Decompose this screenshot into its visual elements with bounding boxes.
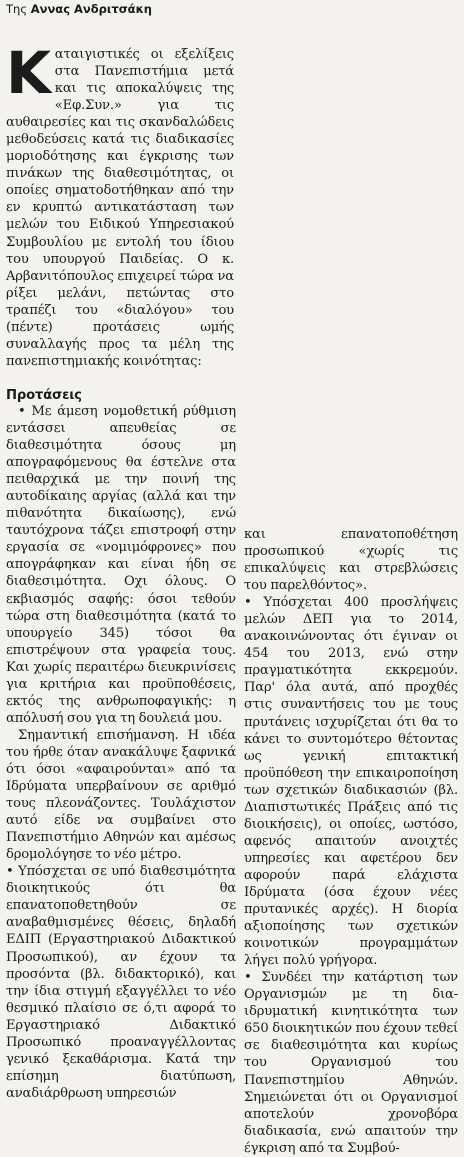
proposal-4-text: Συνδέει την κατάρτιση των Οργανισμών με τη δια-ιδρυματική κινητικότητα των 650 διοικητικών που έχουν τεθεί σε διαθεσιμότητα και κυρίως του Οργανισμού του Πανεπιστημίου Αθηνών. Σημειώνεται ότι οι Οργανισμοί αποτελούν χρονοβόρα διαδικασία, ενώ απαιτούν την έγκριση από τα Συμβού-	[244, 970, 458, 1156]
proposal-1-text: Με άμεση νομοθετική ρύθμιση εντάσσει απευθείας σε διαθεσιμότητα όσους μη απογραφόμενους θα έστελνε στα πειθαρχικά με την ποινή της αυτοδίκαιης αργίας (αλλά και την πιθανότητα δικαίωσης), ενώ ταυτόχρονα τάζει επιστροφή στην εργασία σε «νομιμόφρονες» που απογράφηκαν και είναι ήδη σε διαθεσιμότητα. Οχι όλους. Ο εκβιασμός σαφής: όσοι τεθούν τώρα στη διαθεσιμότητα (κατά το υπουργείο 345) τόσοι θα επιστρέψουν στα γραφεία τους. Και χωρίς περαιτέρω διευκρινίσεις για κριτήρια και προϋποθέσεις, εκτός της ανθρωποφαγικής: η απόλυσή σου για τη δουλειά μου.	[6, 404, 236, 726]
section-subhead: Προτάσεις	[6, 387, 82, 403]
proposal-3	[244, 594, 458, 969]
proposal-2-continued	[244, 526, 458, 594]
lead-column	[6, 39, 234, 407]
proposal-2-continued-text: και επανατοποθέτηση προσωπικού «χωρίς τις επικαλύψεις και στρεβλώσεις του παρελθόντος».	[244, 527, 458, 594]
note-paragraph	[6, 727, 236, 863]
proposal-3-text: Υπόσχεται 400 προσλήψεις μελών ΔΕΠ για το 2014, ανακοινώνοντας ότι έγιναν οι 454 του 2013, ενώ στην πραγματικότητα εκκρεμούν. Παρ' όλα αυτά, από προχθές στις συναντήσεις του με τους πρυτάνεις ισχυρίζεται ότι θα το κάνει το συντομότερο θέτοντας ως γενική επιτακτική προϋπόθεση την επικαιροποίηση των σχετικών διαδικασιών (βλ. Διαπιστωτικές Πράξεις από τις διοικήσεις), οι οποίες, ωστόσο, αφενός απαιτούν ανοιχτές υπηρεσίες και αφετέρου δεν αφορούν παρά ελάχιστα Ιδρύματα (όσα έχουν νέες πρυτανικές αρχές). Η διορία αξιοποίησης των σχετικών κοινοτικών προγραμμάτων λήγει πολύ γρήγορα.	[244, 595, 458, 969]
right-column	[244, 526, 458, 1157]
lead-paragraph	[6, 39, 234, 370]
proposal-2-text: Υπόσχεται σε υπό διαθεσιμότητα διοικητικούς ότι θα επανατοποθετηθούν σε αναβαθμισμένες θέσεις, δηλαδή ΕΔΙΠ (Εργαστηριακού Διδακτικού Προσωπικού), αν έχουν τα προσόντα (βλ. διδακτορικό), και την ίδια στιγμή εξαγγέλλει το νέο θεσμικό πλαίσιο σε ό,τι αφορά το Εργαστηριακό Διδακτικό Προσωπικό προαναγγέλλοντας γενικό ξεκαθάρισμα. Κατά την επίσημη διατύπωση, αναδιάρθρωση υπηρεσιών	[6, 864, 236, 1101]
lead-text: αταιγιστικές οι εξελίξεις στα Πανεπιστήμια μετά και τις αποκαλύψεις της «Εφ.Συν.» για τις αυθαιρεσίες και τις σκανδαλώδεις μεθοδεύσεις κατά τις διαδικασίες μοριοδότησης και έγκρισης των πινάκων της διαθεσιμότητας, οι οποίες σηματοδοτήθηκαν από την εν κρυπτώ αντικατάσταση των μελών του Ειδικού Υπηρεσιακού Συμβουλίου με εντολή του ίδιου του υπουργού Παιδείας. Ο κ. Αρβανιτόπουλος επιχειρεί τώρα να ρίξει μελάνι, πετώντας στο τραπέζι του «διαλόγου» του (πέντε) προτάσεις ωμής συναλλαγής προς τα μέλη της πανεπιστημιακής κοινότητας:	[6, 47, 234, 369]
byline-author: Αννας Ανδριτσάκη	[30, 2, 152, 16]
proposal-2	[6, 863, 236, 1102]
note-text: Σημαντική επισήμανση. Η ιδέα του ήρθε όταν ανακάλυψε ξαφνικά ότι όσοι «αφαιρούνται» από τα Ιδρύματα υπερβαίνουν σε αριθμό τους πλεονάζοντες. Τουλάχιστον αυτό είδε να συμβαίνει στο Πανεπιστήμιο Αθηνών και αμέσως δρομολόγησε το νέο μέτρο.	[6, 727, 236, 863]
left-column	[6, 403, 236, 1102]
byline-prefix: Της	[6, 2, 28, 16]
proposal-4	[244, 969, 458, 1157]
byline	[6, 2, 152, 16]
drop-cap: Κ	[6, 39, 51, 107]
proposal-1	[6, 403, 236, 727]
